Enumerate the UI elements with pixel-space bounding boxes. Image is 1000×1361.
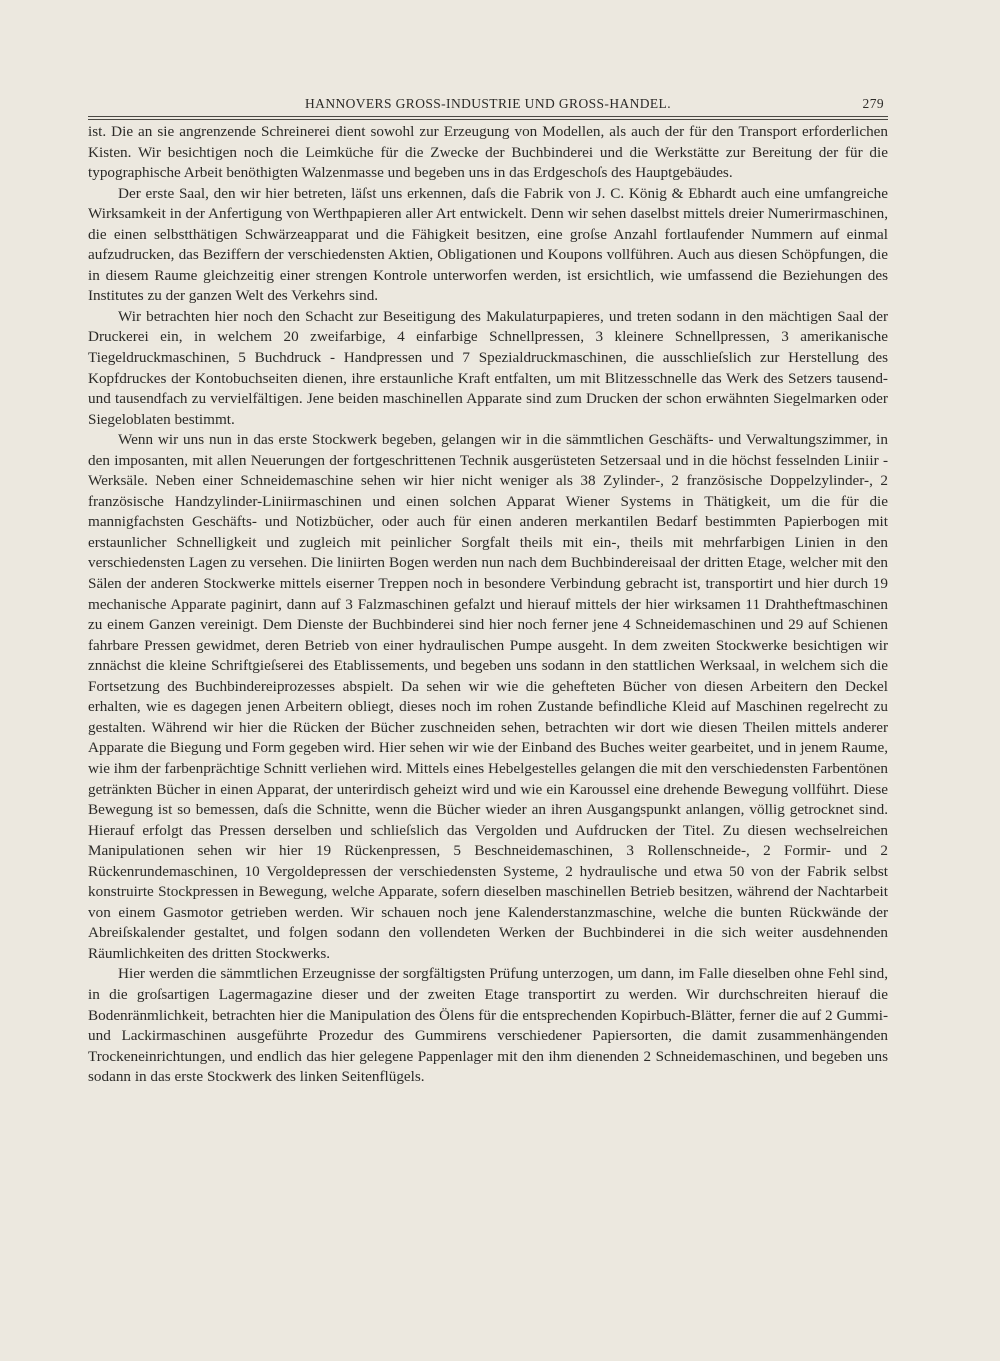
page-number: 279 bbox=[862, 96, 884, 111]
header-rule-bottom bbox=[88, 119, 888, 120]
paragraph-5: Hier werden die sämmtlichen Erzeugnisse der sorgfältigsten Prüfung unterzogen, um dann, im Falle dieselben ohne Fehl sind, in die groſsartigen Lagermagazine dieser und der zweiten Etage transportirt zu werden. Wir durchschreiten hierauf die Bodenränmlichkeit, betrachten hier die Manipulation des Ölens für die entsprechenden Kopirbuch-Blätter, ferner die auf 2 Gummi- und Lackirmaschinen ausgeführte Prozedur des Gummirens verschiedener Papiersorten, die damit zusammenhängenden Trockeneinrichtungen, und endlich das hier gelegene Pappenlager mit den ihm dienenden 2 Schneidemaschinen, und begeben uns sodann in das erste Stockwerk des linken Seitenflügels. bbox=[88, 965, 888, 1086]
body-text bbox=[88, 122, 888, 1088]
header-title: HANNOVERS GROSS-INDUSTRIE UND GROSS-HANDEL. bbox=[305, 96, 671, 111]
paragraph-3: Wir betrachten hier noch den Schacht zur Beseitigung des Makulaturpapieres, und treten sodann in den mächtigen Saal der Druckerei ein, in welchem 20 zweifarbige, 4 einfarbige Schnellpressen, 3 kleinere Schnellpressen, 3 amerikanische Tiegeldruckmaschinen, 5 Buchdruck - Handpressen und 7 Spezialdruckmaschinen, die ausschlieſslich zur Herstellung des Kopfdruckes der Kontobuchseiten dienen, ihre erstaunliche Kraft entfalten, um mit Blitzesschnelle das Werk des Setzers tausend- und tausendfach zu vervielfältigen. Jene beiden maschinellen Apparate sind zum Drucken der schon erwähnten Siegelmarken oder Siegeloblaten bestimmt. bbox=[88, 307, 888, 428]
paragraph-1: ist. Die an sie angrenzende Schreinerei dient sowohl zur Erzeugung von Modellen, als auch der für den Transport erforderlichen Kisten. Wir besichtigen noch die Leimküche für die Zwecke der Buchbinderei und die Werkstätte zur Bereitung der für die typographische Arbeit benöthigten Walzenmasse und begeben uns in das Erdgeschoſs des Hauptgebäudes. bbox=[88, 123, 888, 182]
paragraph-2: Der erste Saal, den wir hier betreten, läſst uns erkennen, daſs die Fabrik von J. C. König & Ebhardt auch eine umfangreiche Wirksamkeit in der Anfertigung von Werthpapieren aller Art entwickelt. Denn wir sehen daselbst mittels dreier Numerirmaschinen, die einen selbstthätigen Schwärzeapparat und die Fähigkeit besitzen, eine groſse Anzahl fortlaufender Nummern auf einmal aufzudrucken, das Beziffern der verschiedensten Aktien, Obligationen und Koupons vollführen. Auch aus diesen Schöpfungen, die in diesem Raume gleichzeitig einer strengen Kontrole unterworfen werden, ist ersichtlich, wie umfassend die Beziehungen des Institutes zu der ganzen Welt des Verkehrs sind. bbox=[88, 184, 888, 305]
running-header bbox=[88, 96, 888, 116]
paragraph-4: Wenn wir uns nun in das erste Stockwerk begeben, gelangen wir in die sämmtlichen Geschäfts- und Verwaltungszimmer, in den imposanten, mit allen Neuerungen der fortgeschrittenen Technik ausgerüsteten Setzersaal und in die höchst fesselnden Liniir - Werksäle. Neben einer Schneidemaschine sehen wir hier nicht weniger als 38 Zylinder-, 2 französische Doppelzylinder-, 2 französische Handzylinder-Liniirmaschinen und einen solchen Apparat Wiener Systems in Thätigkeit, um die für die mannigfachsten Geschäfts- und Notizbücher, oder auch für einen anderen merkantilen Bedarf bestimmten Papierbogen mit erstaunlicher Schnelligkeit und zugleich mit peinlicher Sorgfalt theils mit ein-, theils mit mehrfarbigen Linien in den verschiedensten Lagen zu versehen. Die liniirten Bogen werden nun nach dem Buchbindereisaal der dritten Etage, welcher mit den Sälen der anderen Stockwerke mittels eiserner Treppen noch in besondere Verbindung gebracht ist, transportirt und hier durch 19 mechanische Apparate paginirt, dann auf 3 Falzmaschinen gefalzt und hierauf mittels der hier wirksamen 11 Drahtheftmaschinen zu einem Ganzen vereinigt. Dem Dienste der Buchbinderei sind hier noch ferner jene 4 Schneidemaschinen und 29 auf Schienen fahrbare Pressen gewidmet, deren Betrieb von einer hydraulischen Pumpe ausgeht. In dem zweiten Stockwerke besichtigen wir znnächst die kleine Schriftgieſserei des Etablissements, und begeben uns sodann in den stattlichen Werksaal, in welchem sich die Fortsetzung des Buchbindereiprozesses abspielt. Da sehen wir wie die gehefteten Bücher von diesen Arbeitern den Deckel erhalten, wie es dagegen jenen Arbeitern obliegt, dieses noch im rohen Zustande befindliche Kleid auf Maschinen regelrecht zu gestalten. Während wir hier die Rücken der Bücher zuschneiden sehen, betrachten wir dort wie diesen Theilen mittels anderer Apparate die Biegung und Form gegeben wird. Hier sehen wir wie der Einband des Buches weiter gearbeitet, und in jenem Raume, wie ihm der farbenprächtige Schnitt verliehen wird. Mittels eines Hebelgestelles gelangen die mit den verschiedensten Farbentönen getränkten Bücher in einen Apparat, der unterirdisch geheizt wird und wie ein Karoussel eine drehende Bewegung vollführt. Diese Bewegung ist so bemessen, daſs die Schnitte, wenn die Bücher wieder an ihren Ausgangspunkt anlangen, völlig getrocknet sind. Hierauf erfolgt das Pressen derselben und schlieſslich das Vergolden und Aufdrucken der Titel. Zu diesen wechselreichen Manipulationen sehen wir hier 19 Rückenpressen, 5 Beschneidemaschinen, 3 Rollenschneide-, 2 Formir- und 2 Rückenrundemaschinen, 10 Vergoldepressen der verschiedensten Systeme, 2 hydraulische und etwa 50 von der Fabrik selbst konstruirte Stockpressen in Bewegung, welche Apparate, sofern dieselben maschinellen Betrieb besitzen, während der Nachtarbeit von einem Gasmotor getrieben werden. Wir schauen noch jene Kalenderstanzmaschine, welche die bunten Rückwände der Abreiſskalender gestaltet, und folgen sodann den vollendeten Werken der Buchbinderei in die sich weiter ausdehnenden Räumlichkeiten des dritten Stockwerks. bbox=[88, 431, 888, 962]
header-rule-top bbox=[88, 116, 888, 117]
